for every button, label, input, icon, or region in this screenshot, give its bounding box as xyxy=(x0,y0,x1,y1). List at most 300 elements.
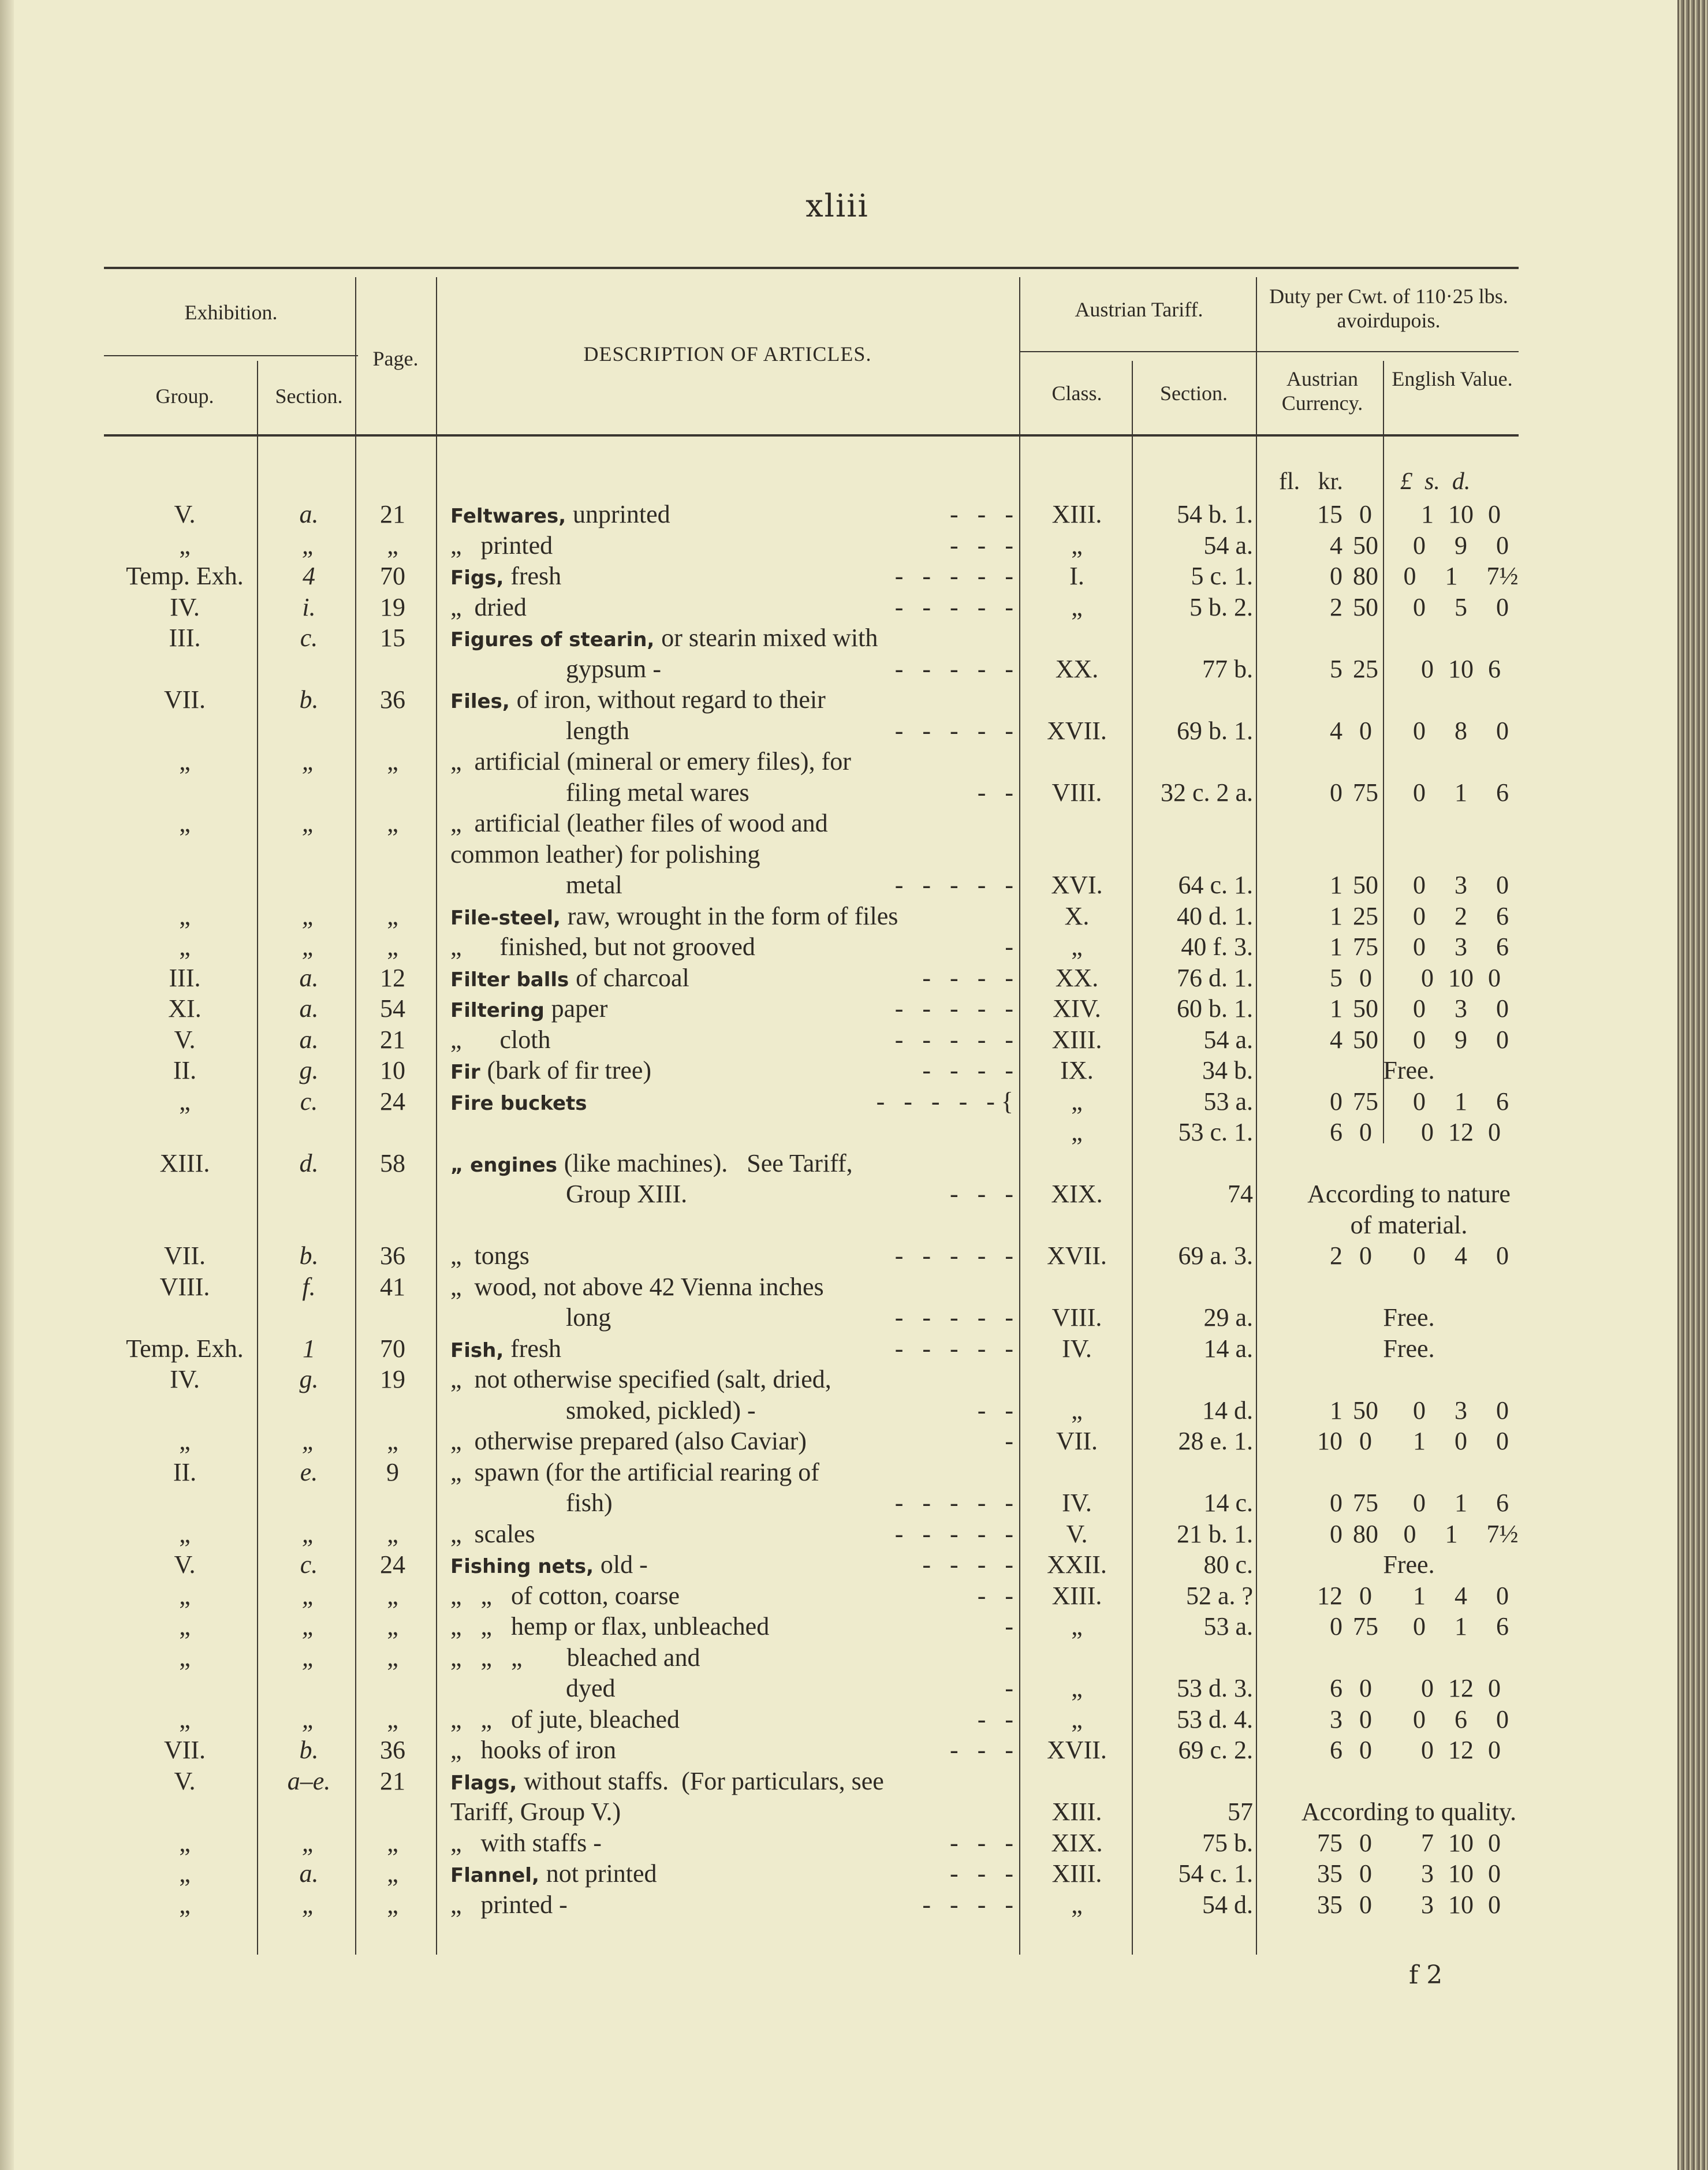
article-text: length xyxy=(566,716,629,745)
description-cell xyxy=(450,747,1013,777)
description-cell xyxy=(450,840,1013,870)
kreuzer-cell: 50 xyxy=(1353,592,1378,621)
table-row xyxy=(0,1890,1677,1920)
english-value-cell: 1 10 0 xyxy=(1421,500,1501,528)
tariff-section-cell: 54 a. xyxy=(1203,1025,1253,1054)
leader-dashes: - - - - - xyxy=(894,1334,1013,1363)
page-cell: „ xyxy=(387,1612,398,1640)
class-cell: „ xyxy=(1071,592,1083,621)
leader-dashes: - - - xyxy=(950,500,1013,528)
leader-dashes: - - xyxy=(977,778,1013,807)
page-cell: 19 xyxy=(380,1365,405,1393)
description-cell xyxy=(450,808,1013,838)
article-text: „ artificial (leather files of wood and xyxy=(450,809,828,837)
leader-dashes: - - - xyxy=(950,1828,1013,1857)
kreuzer-cell: 50 xyxy=(1353,531,1378,560)
english-value-cell: 0 4 0 xyxy=(1413,1241,1509,1270)
tariff-section-cell: 28 e. 1. xyxy=(1178,1427,1253,1455)
english-value-cell: 0 1 6 xyxy=(1413,778,1509,807)
section-cell: 4 xyxy=(303,562,315,590)
english-value-cell: 0 8 0 xyxy=(1413,716,1509,745)
group-cell: „ xyxy=(179,1612,191,1640)
class-cell: XVI. xyxy=(1051,871,1103,899)
english-value-cell: 0 3 6 xyxy=(1413,933,1509,961)
florin-cell: 6 xyxy=(1330,1736,1342,1764)
page-cell: 21 xyxy=(380,1025,405,1054)
article-text: „ scales xyxy=(450,1519,535,1548)
florin-cell: 1 xyxy=(1330,901,1342,930)
florin-cell: 0 xyxy=(1330,1087,1342,1116)
table-row xyxy=(0,1117,1677,1147)
section-cell: 1 xyxy=(303,1334,315,1363)
kreuzer-cell: 75 xyxy=(1353,933,1378,961)
group-cell: II. xyxy=(173,1457,197,1486)
article-text: or stearin mixed with xyxy=(661,624,878,652)
tariff-subrule xyxy=(1019,351,1519,352)
class-cell: I. xyxy=(1069,562,1084,590)
article-text: common leather) for polishing xyxy=(450,840,760,868)
class-cell: XVII. xyxy=(1047,1241,1107,1270)
tariff-section-cell: 77 b. xyxy=(1202,654,1253,683)
kreuzer-cell: 0 xyxy=(1359,1674,1372,1702)
top-rule xyxy=(104,267,1519,269)
section-cell: a. xyxy=(299,1859,319,1888)
section-cell: c. xyxy=(300,1550,318,1579)
table-row xyxy=(0,932,1677,962)
article-keyword: „ engines xyxy=(450,1153,564,1177)
article-text: „ not otherwise specified (salt, dried, xyxy=(450,1365,831,1393)
group-cell: VIII. xyxy=(159,1272,210,1301)
page-cell: 21 xyxy=(380,500,405,528)
section-cell: „ xyxy=(301,1828,316,1857)
table-row xyxy=(0,1673,1677,1703)
tariff-section-header: Section. xyxy=(1160,382,1228,405)
tariff-section-cell: 54 b. 1. xyxy=(1177,500,1253,528)
table-row xyxy=(0,1087,1677,1117)
table-row xyxy=(0,1396,1677,1426)
english-value-cell: 0 10 0 xyxy=(1421,963,1501,992)
table-row xyxy=(0,808,1677,838)
florin-cell: 6 xyxy=(1330,1674,1342,1702)
leader-dashes: - - - xyxy=(950,531,1013,560)
tariff-section-cell: 40 d. 1. xyxy=(1177,901,1253,930)
article-text: fresh xyxy=(510,1334,562,1363)
leader-dashes: - - xyxy=(977,1581,1013,1610)
tariff-section-cell: 69 c. 2. xyxy=(1178,1736,1253,1764)
table-row xyxy=(0,1797,1677,1827)
leader-dashes: - - - - - { xyxy=(876,1087,1013,1116)
table-row xyxy=(0,994,1677,1024)
article-text: of iron, without regard to their xyxy=(516,685,826,714)
class-cell: XX. xyxy=(1055,654,1099,683)
english-value-cell: 0 5 0 xyxy=(1413,592,1509,621)
section-cell: c. xyxy=(300,624,318,652)
leader-dashes: - - - - - xyxy=(894,1489,1013,1517)
page-edge xyxy=(1677,0,1708,2170)
section-cell: „ xyxy=(301,809,316,837)
exhibition-header: Exhibition. xyxy=(184,301,278,324)
group-cell: „ xyxy=(179,901,191,930)
english-value-cell: 0 1 7½ xyxy=(1403,1519,1519,1548)
group-cell: „ xyxy=(179,1859,191,1888)
tariff-section-cell: 34 b. xyxy=(1202,1056,1253,1084)
english-value-cell: 0 3 0 xyxy=(1413,1396,1509,1425)
page-cell: 12 xyxy=(380,963,405,992)
section-cell: a. xyxy=(299,963,319,992)
class-cell: XXII. xyxy=(1047,1550,1107,1579)
florin-cell: 35 xyxy=(1317,1859,1342,1888)
description-cell xyxy=(450,901,1013,933)
class-cell: XIII. xyxy=(1051,1581,1102,1610)
table-row xyxy=(0,592,1677,622)
article-text: without staffs. (For particulars, see xyxy=(524,1766,884,1795)
article-keyword: Filtering xyxy=(450,999,551,1022)
tariff-section-cell: 53 c. 1. xyxy=(1178,1118,1253,1146)
article-text: „ „ hemp or flax, unbleached xyxy=(450,1612,770,1640)
article-text: fish) xyxy=(566,1489,613,1517)
class-cell: V. xyxy=(1066,1519,1088,1548)
section-cell: „ xyxy=(301,1427,316,1455)
leader-dashes: - - - - - xyxy=(894,1519,1013,1548)
table-row xyxy=(0,840,1677,870)
page-cell: 70 xyxy=(380,1334,405,1363)
table-row xyxy=(0,1859,1677,1889)
group-cell: VII. xyxy=(163,685,206,714)
article-text: fresh xyxy=(510,562,562,590)
page-cell: 9 xyxy=(386,1457,399,1486)
florin-cell: 5 xyxy=(1330,963,1342,992)
kreuzer-cell: 75 xyxy=(1353,1489,1378,1517)
description-cell xyxy=(450,1797,1013,1827)
page-cell: „ xyxy=(387,933,398,961)
article-text: „ finished, but not grooved xyxy=(450,933,755,961)
article-text: Tariff, Group V.) xyxy=(450,1798,621,1826)
class-cell: „ xyxy=(1071,1118,1083,1146)
kreuzer-cell: 75 xyxy=(1353,1087,1378,1116)
english-value-cell: 0 10 6 xyxy=(1421,654,1501,683)
page-cell: 21 xyxy=(380,1766,405,1795)
florin-cell: 0 xyxy=(1330,1519,1342,1548)
table-row xyxy=(0,1705,1677,1735)
group-cell: III. xyxy=(169,963,201,992)
article-text: „ dried xyxy=(450,592,527,621)
duty-note-cell: Free. xyxy=(1383,1334,1435,1363)
section-cell: f. xyxy=(302,1272,316,1301)
florin-cell: 1 xyxy=(1330,1396,1342,1425)
section-cell: g. xyxy=(299,1365,319,1393)
group-cell: „ xyxy=(179,1890,191,1919)
class-cell: „ xyxy=(1071,1612,1083,1640)
group-cell: „ xyxy=(179,809,191,837)
kreuzer-cell: 0 xyxy=(1359,963,1372,992)
article-text: long xyxy=(566,1303,611,1332)
english-value-cell: 0 9 0 xyxy=(1413,1025,1509,1054)
tariff-section-cell: 53 a. xyxy=(1203,1612,1253,1640)
table-row xyxy=(0,1364,1677,1395)
english-value-cell: 3 10 0 xyxy=(1421,1890,1501,1919)
kreuzer-cell: 50 xyxy=(1353,1396,1378,1425)
page-cell: 10 xyxy=(380,1056,405,1084)
english-value-cell: 1 0 0 xyxy=(1413,1427,1509,1455)
table-row xyxy=(0,561,1677,591)
table-row xyxy=(0,685,1677,715)
table-row xyxy=(0,1025,1677,1055)
kreuzer-cell: 75 xyxy=(1353,1612,1378,1640)
duty-header: Duty per Cwt. of 110·25 lbs. avoirdupois. xyxy=(1269,285,1508,332)
section-cell: a. xyxy=(299,1025,319,1054)
class-cell: IV. xyxy=(1062,1334,1092,1363)
tariff-section-cell: 53 a. xyxy=(1203,1087,1253,1116)
tariff-section-cell: 57 xyxy=(1228,1798,1253,1826)
duty-note-cell: Free. xyxy=(1383,1303,1435,1332)
tariff-section-cell: 75 b. xyxy=(1202,1828,1253,1857)
section-cell: „ xyxy=(301,1612,316,1640)
tariff-section-cell: 54 d. xyxy=(1202,1890,1253,1919)
section-cell: b. xyxy=(299,685,319,714)
page-cell: „ xyxy=(387,1705,398,1733)
article-text: gypsum - xyxy=(566,654,661,683)
table-row xyxy=(0,963,1677,993)
duty-note-cell: Free. xyxy=(1383,1056,1435,1084)
section-cell: „ xyxy=(301,1519,316,1548)
kreuzer-cell: 0 xyxy=(1359,1427,1372,1455)
table-row xyxy=(0,623,1677,653)
article-text: „ „ of cotton, coarse xyxy=(450,1581,680,1610)
kreuzer-cell: 0 xyxy=(1359,1859,1372,1888)
table-row xyxy=(0,531,1677,561)
kreuzer-cell: 80 xyxy=(1353,1519,1378,1548)
section-cell: „ xyxy=(301,1643,316,1672)
article-keyword: Figs, xyxy=(450,566,511,590)
description-cell xyxy=(450,1364,1013,1395)
fl-kr-units: fl. kr. xyxy=(1279,468,1343,495)
article-text: „ hooks of iron xyxy=(450,1736,617,1764)
english-value-cell: 0 1 6 xyxy=(1413,1087,1509,1116)
leader-dashes: - - - - - xyxy=(894,592,1013,621)
tariff-section-cell: 69 a. 3. xyxy=(1178,1241,1253,1270)
kreuzer-cell: 0 xyxy=(1359,716,1372,745)
page-cell: 24 xyxy=(380,1087,405,1116)
article-text: old - xyxy=(600,1550,648,1579)
group-cell: IV. xyxy=(170,592,200,621)
kreuzer-cell: 75 xyxy=(1353,778,1378,807)
leader-dashes: - - - - xyxy=(922,1890,1013,1919)
table-row xyxy=(0,778,1677,808)
tariff-section-cell: 40 f. 3. xyxy=(1181,933,1253,961)
leader-dashes: - - - xyxy=(950,1859,1013,1888)
leader-dashes: - - - - - xyxy=(894,871,1013,899)
article-text: raw, wrought in the form of files xyxy=(567,901,898,930)
description-cell xyxy=(450,1149,1013,1180)
section-cell: „ xyxy=(301,1705,316,1733)
class-cell: VII. xyxy=(1056,1427,1098,1455)
section-cell: g. xyxy=(299,1056,319,1084)
florin-cell: 3 xyxy=(1330,1705,1342,1733)
article-text: (bark of fir tree) xyxy=(487,1056,652,1084)
article-text: unprinted xyxy=(573,500,670,528)
group-cell: II. xyxy=(173,1056,197,1084)
tariff-section-cell: 14 c. xyxy=(1203,1489,1253,1517)
section-cell: „ xyxy=(301,531,316,560)
group-cell: „ xyxy=(179,1427,191,1455)
group-cell: Temp. Exh. xyxy=(126,1334,244,1363)
tariff-section-cell: 53 d. 3. xyxy=(1177,1674,1253,1702)
leader-dashes: - xyxy=(1005,1427,1013,1455)
kreuzer-cell: 0 xyxy=(1359,1118,1372,1146)
article-text: „ printed - xyxy=(450,1890,568,1919)
section-cell: c. xyxy=(300,1087,318,1116)
florin-cell: 1 xyxy=(1330,994,1342,1023)
tariff-section-cell: 21 b. 1. xyxy=(1177,1519,1253,1548)
florin-cell: 0 xyxy=(1330,778,1342,807)
class-cell: XVII. xyxy=(1047,1736,1107,1764)
table-row xyxy=(0,870,1677,900)
group-cell: XI. xyxy=(168,994,202,1023)
florin-cell: 2 xyxy=(1330,592,1342,621)
tariff-section-cell: 5 c. 1. xyxy=(1191,562,1253,590)
group-cell: „ xyxy=(179,1087,191,1116)
group-cell: V. xyxy=(174,1025,196,1054)
description-header: DESCRIPTION OF ARTICLES. xyxy=(583,342,872,366)
english-value-cell: 0 6 0 xyxy=(1413,1705,1509,1733)
group-cell: V. xyxy=(174,1766,196,1795)
class-cell: IX. xyxy=(1060,1056,1094,1084)
leader-dashes: - xyxy=(1005,933,1013,961)
tariff-section-cell: 54 c. 1. xyxy=(1178,1859,1253,1888)
article-text: „ „ of jute, bleached xyxy=(450,1705,680,1733)
section-cell: „ xyxy=(301,901,316,930)
kreuzer-cell: 25 xyxy=(1353,654,1378,683)
class-cell: „ xyxy=(1071,1890,1083,1919)
lsd-units: £ s. d. xyxy=(1400,468,1471,495)
section-cell: a–e. xyxy=(287,1766,331,1795)
group-cell: III. xyxy=(169,624,201,652)
group-cell: IV. xyxy=(170,1365,200,1393)
description-cell xyxy=(450,685,1013,717)
section-cell: b. xyxy=(299,1736,319,1764)
article-text: „ spawn (for the artificial rearing of xyxy=(450,1457,819,1486)
tariff-section-cell: 32 c. 2 a. xyxy=(1160,778,1253,807)
florin-cell: 2 xyxy=(1330,1241,1342,1270)
table-row xyxy=(0,1334,1677,1364)
article-text: „ with staffs - xyxy=(450,1828,602,1857)
exhibition-subrule xyxy=(104,355,358,356)
article-text: of charcoal xyxy=(576,963,689,992)
florin-cell: 0 xyxy=(1330,1612,1342,1640)
leader-dashes: - - - - xyxy=(922,1550,1013,1579)
article-keyword: Files, xyxy=(450,690,517,713)
group-cell: XIII. xyxy=(159,1149,210,1177)
kreuzer-cell: 0 xyxy=(1359,1241,1372,1270)
class-cell: XVII. xyxy=(1047,716,1107,745)
article-text: (like machines). See Tariff, xyxy=(564,1149,853,1177)
article-text: „ wood, not above 42 Vienna inches xyxy=(450,1272,824,1301)
group-cell: „ xyxy=(179,1581,191,1610)
page-cell: „ xyxy=(387,747,398,775)
leader-dashes: - - - xyxy=(950,1180,1013,1208)
group-cell: V. xyxy=(174,500,196,528)
tariff-section-cell: 69 b. 1. xyxy=(1177,716,1253,745)
article-keyword: Fire buckets xyxy=(450,1091,587,1115)
group-cell: „ xyxy=(179,747,191,775)
page-cell: „ xyxy=(387,809,398,837)
class-cell: X. xyxy=(1064,901,1090,930)
tariff-section-cell: 29 a. xyxy=(1203,1303,1253,1332)
article-text: „ artificial (mineral or emery files), for xyxy=(450,747,851,775)
page-cell: „ xyxy=(387,1859,398,1888)
leader-dashes: - - - - - xyxy=(894,562,1013,590)
english-value-cell: 0 12 0 xyxy=(1421,1118,1501,1146)
article-keyword: Feltwares, xyxy=(450,505,573,528)
page-header: Page. xyxy=(372,347,419,370)
english-value-cell: 0 1 6 xyxy=(1413,1612,1509,1640)
table-row xyxy=(0,1488,1677,1518)
florin-cell: 10 xyxy=(1317,1427,1342,1455)
article-text: „ tongs xyxy=(450,1241,529,1270)
kreuzer-cell: 0 xyxy=(1359,1890,1372,1919)
english-value-cell: 1 4 0 xyxy=(1413,1581,1509,1610)
kreuzer-cell: 80 xyxy=(1353,562,1378,590)
group-cell: „ xyxy=(179,1519,191,1548)
class-cell: XIII. xyxy=(1051,1798,1102,1826)
section-cell: „ xyxy=(301,1581,316,1610)
table-row xyxy=(0,1581,1677,1611)
class-cell: XIX. xyxy=(1051,1180,1103,1208)
english-value-cell: 7 10 0 xyxy=(1421,1828,1501,1857)
florin-cell: 5 xyxy=(1330,654,1342,683)
page-number: xliii xyxy=(805,188,869,224)
leader-dashes: - - - - - xyxy=(894,716,1013,745)
class-cell: „ xyxy=(1071,1087,1083,1116)
article-keyword: Flannel, xyxy=(450,1864,546,1887)
article-text: metal xyxy=(566,871,622,899)
kreuzer-cell: 50 xyxy=(1353,994,1378,1023)
table-row xyxy=(0,716,1677,746)
tariff-section-cell: 14 a. xyxy=(1203,1334,1253,1363)
leader-dashes: - - - - - xyxy=(894,1303,1013,1332)
table-row xyxy=(0,1210,1677,1240)
article-text: Group XIII. xyxy=(566,1180,688,1208)
tariff-section-cell: 54 a. xyxy=(1203,531,1253,560)
description-cell xyxy=(450,623,1013,655)
folio-signature: f 2 xyxy=(1409,1960,1443,1990)
group-cell: „ xyxy=(179,1643,191,1672)
description-cell xyxy=(450,1766,1013,1798)
table-row xyxy=(0,1457,1677,1487)
class-cell: VIII. xyxy=(1051,778,1102,807)
article-text: „ „ „ bleached and xyxy=(450,1643,700,1672)
article-keyword: File-steel, xyxy=(450,906,568,930)
table-row xyxy=(0,1766,1677,1796)
class-cell: „ xyxy=(1071,933,1083,961)
group-cell: „ xyxy=(179,1705,191,1733)
article-text: not printed xyxy=(546,1859,657,1888)
page-cell: „ xyxy=(387,1427,398,1455)
group-cell: „ xyxy=(179,1828,191,1857)
tariff-section-cell: 80 c. xyxy=(1203,1550,1253,1579)
leader-dashes: - - - - xyxy=(922,1056,1013,1084)
austrian-currency-header: Austrian Currency. xyxy=(1281,367,1363,415)
english-value-cell: 0 1 7½ xyxy=(1403,562,1519,590)
group-cell: VII. xyxy=(163,1241,206,1270)
table-row xyxy=(0,1735,1677,1765)
page-cell: „ xyxy=(387,901,398,930)
tariff-section-cell: 52 a. ? xyxy=(1185,1581,1253,1610)
english-value-cell: 0 2 6 xyxy=(1413,901,1509,930)
table-row xyxy=(0,1303,1677,1333)
leader-dashes: - - - - - xyxy=(894,1241,1013,1270)
leader-dashes: - - - - xyxy=(922,963,1013,992)
